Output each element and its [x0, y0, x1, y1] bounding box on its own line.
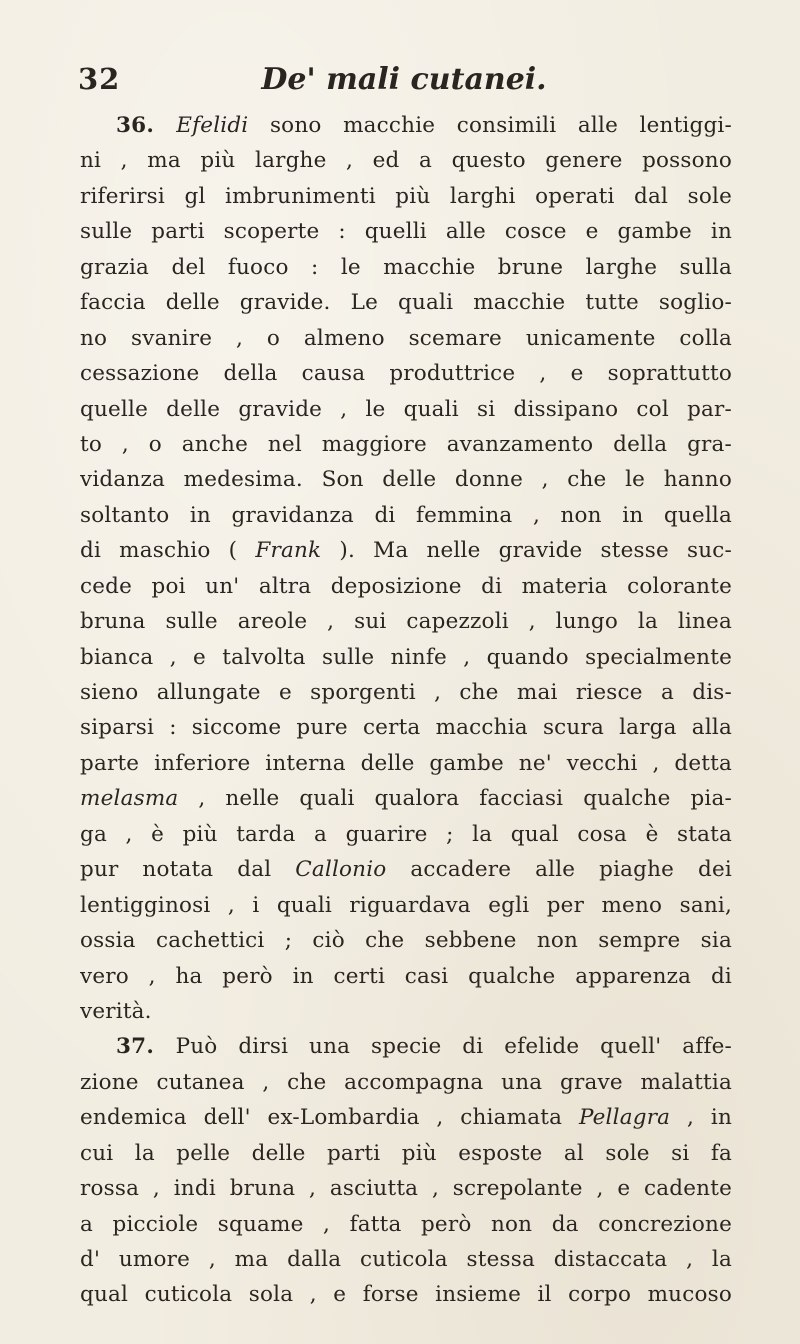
- text-segment: pur notata dal: [80, 857, 296, 883]
- text-line: [80, 604, 732, 639]
- text-segment: faccia delle gravide. Le quali macchie tutte soglio-: [80, 290, 732, 316]
- text-segment: quelle delle gravide , le quali si dissipano col par-: [80, 396, 732, 422]
- text-segment: , in: [670, 1105, 732, 1131]
- body-text: [80, 108, 732, 1313]
- text-segment: grazia del fuoco : le macchie brune larghe sulla: [80, 254, 732, 280]
- text-segment: rossa , indi bruna , asciutta , screpolante , e cadente: [80, 1176, 732, 1202]
- text-line: [80, 179, 732, 214]
- text-segment: verità.: [80, 998, 152, 1024]
- text-line: [80, 923, 732, 958]
- text-segment: sieno allungate e sporgenti , che mai riesce a dis-: [80, 680, 732, 705]
- text-segment: bianca , e talvolta sulle ninfe , quando specialmente: [80, 644, 732, 670]
- text-segment: parte inferiore interna delle gambe ne' vecchi , detta: [80, 750, 732, 776]
- text-line: [80, 108, 732, 143]
- section-number: 36.: [116, 113, 177, 138]
- italic-text: Frank: [255, 538, 322, 564]
- text-segment: ). Ma nelle gravide stesse suc-: [321, 538, 732, 564]
- text-segment: qual cuticola sola , e forse insieme il corpo mucoso: [80, 1282, 732, 1308]
- text-line: [80, 214, 732, 249]
- text-segment: ga , è più tarda a guarire ; la qual cosa è stata: [80, 821, 732, 847]
- text-segment: lentigginosi , i quali riguardava egli per meno sani,: [80, 892, 732, 918]
- text-segment: accadere alle piaghe dei: [386, 857, 732, 883]
- text-line: [80, 356, 732, 391]
- text-line: [80, 533, 732, 568]
- text-segment: cui la pelle delle parti più esposte al sole si fa: [80, 1140, 732, 1166]
- text-segment: cessazione della causa produttrice , e soprattutto: [80, 361, 732, 387]
- text-line: [80, 569, 732, 604]
- text-segment: sulle parti scoperte : quelli alle cosce e gambe in: [80, 219, 732, 245]
- text-line: [80, 392, 732, 427]
- text-segment: sono macchie consimili alle lentiggi-: [248, 113, 732, 138]
- text-segment: ossia cachettici ; ciò che sebbene non sempre sia: [80, 928, 732, 954]
- text-segment: siparsi : siccome pure certa macchia scura larga alla: [80, 715, 732, 741]
- text-line: [80, 1207, 732, 1242]
- text-line: [80, 427, 732, 462]
- text-line: [80, 143, 732, 178]
- text-line: [80, 1065, 732, 1100]
- text-line: [80, 746, 732, 781]
- text-line: [80, 321, 732, 356]
- text-segment: riferirsi gl imbrunimenti più larghi operati dal sole: [80, 183, 732, 209]
- italic-text: melasma: [80, 786, 179, 812]
- text-line: [80, 817, 732, 852]
- text-segment: no svanire , o almeno scemare unicamente colla: [80, 325, 732, 351]
- text-segment: cede poi un' altra deposizione di materia colorante: [80, 573, 732, 599]
- text-line: [80, 1277, 732, 1312]
- text-segment: di maschio (: [80, 538, 256, 564]
- text-segment: bruna sulle areole , sui capezzoli , lungo la linea: [80, 609, 732, 635]
- text-line: [80, 710, 732, 745]
- text-segment: a picciole squame , fatta però non da concrezione: [80, 1211, 732, 1237]
- italic-text: Efelidi: [176, 113, 249, 138]
- text-line: [80, 994, 732, 1029]
- text-segment: d' umore , ma dalla cuticola stessa distaccata , la: [80, 1247, 732, 1272]
- text-segment: to , o anche nel maggiore avanzamento della gra-: [80, 431, 732, 457]
- text-segment: soltanto in gravidanza di femmina , non in quella: [80, 502, 732, 528]
- text-line: [80, 888, 732, 923]
- text-line: [80, 285, 732, 320]
- page-header: [78, 62, 730, 102]
- text-line: [80, 250, 732, 285]
- text-line: [80, 852, 732, 887]
- running-title: De' mali cutanei.: [261, 62, 547, 97]
- text-segment: vero , ha però in certi casi qualche apparenza di: [80, 963, 732, 989]
- text-line: [80, 1136, 732, 1171]
- text-segment: zione cutanea , che accompagna una grave malattia: [80, 1069, 732, 1095]
- page-number: 32: [78, 62, 121, 96]
- text-line: [80, 781, 732, 816]
- text-segment: ni , ma più larghe , ed a questo genere possono: [80, 148, 732, 174]
- text-line: [80, 1171, 732, 1206]
- italic-text: Pellagra: [578, 1105, 671, 1131]
- text-line: [80, 640, 732, 675]
- text-segment: vidanza medesima. Son delle donne , che le hanno: [80, 467, 732, 493]
- text-line: [80, 1100, 732, 1135]
- text-segment: , nelle quali qualora facciasi qualche pia-: [178, 786, 732, 812]
- text-line: [80, 1029, 732, 1064]
- italic-text: Callonio: [295, 857, 387, 883]
- text-line: [80, 498, 732, 533]
- text-segment: endemica dell' ex-Lombardia , chiamata: [80, 1105, 579, 1131]
- section-number: 37.: [116, 1034, 176, 1060]
- text-line: [80, 959, 732, 994]
- text-line: [80, 1242, 732, 1277]
- text-segment: Può dirsi una specie di efelide quell' affe-: [175, 1034, 732, 1060]
- text-line: [80, 462, 732, 497]
- text-line: [80, 675, 732, 710]
